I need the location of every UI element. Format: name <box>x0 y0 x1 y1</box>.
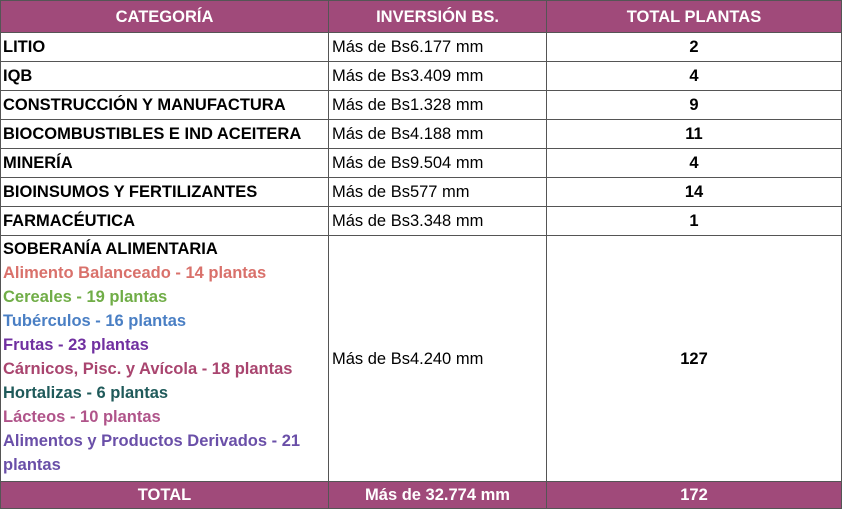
food-subitem: Alimentos y Productos Derivados - 21 plantas <box>3 432 301 474</box>
row-plants: 4 <box>547 62 842 91</box>
row-category: LITIO <box>1 33 329 62</box>
total-label: TOTAL <box>1 482 329 509</box>
row-category: CONSTRUCCIÓN Y MANUFACTURA <box>1 91 329 120</box>
row-investment: Más de Bs4.188 mm <box>329 120 547 149</box>
table-row <box>1 33 842 62</box>
row-plants: 4 <box>547 149 842 178</box>
table-row <box>1 120 842 149</box>
row-investment: Más de Bs3.348 mm <box>329 207 547 236</box>
food-sovereignty-row <box>1 236 842 482</box>
row-category: FARMACÉUTICA <box>1 207 329 236</box>
food-subitem: Lácteos - 10 plantas <box>3 408 161 426</box>
food-subitem: Alimento Balanceado - 14 plantas <box>3 264 267 282</box>
food-subitem: Hortalizas - 6 plantas <box>3 384 169 402</box>
row-plants: 9 <box>547 91 842 120</box>
row-category: BIOINSUMOS Y FERTILIZANTES <box>1 178 329 207</box>
row-investment: Más de Bs3.409 mm <box>329 62 547 91</box>
row-category: BIOCOMBUSTIBLES E IND ACEITERA <box>1 120 329 149</box>
table-row <box>1 62 842 91</box>
total-plants: 172 <box>547 482 842 509</box>
food-subitem: Cárnicos, Pisc. y Avícola - 18 plantas <box>3 360 293 378</box>
row-plants: 14 <box>547 178 842 207</box>
table-row <box>1 207 842 236</box>
food-category-title: SOBERANÍA ALIMENTARIA <box>3 240 218 258</box>
row-investment: Más de Bs1.328 mm <box>329 91 547 120</box>
total-investment: Más de 32.774 mm <box>329 482 547 509</box>
food-investment: Más de Bs4.240 mm <box>329 236 547 482</box>
food-subitem: Frutas - 23 plantas <box>3 336 149 354</box>
food-subitem: Tubérculos - 16 plantas <box>3 312 187 330</box>
header-category: CATEGORÍA <box>1 1 329 33</box>
header-investment: INVERSIÓN BS. <box>329 1 547 33</box>
total-row <box>1 482 842 509</box>
table-row <box>1 149 842 178</box>
row-category: IQB <box>1 62 329 91</box>
row-investment: Más de Bs6.177 mm <box>329 33 547 62</box>
row-category: MINERÍA <box>1 149 329 178</box>
row-plants: 2 <box>547 33 842 62</box>
header-plants: TOTAL PLANTAS <box>547 1 842 33</box>
food-plants: 127 <box>547 236 842 482</box>
header-row <box>1 1 842 33</box>
table-row <box>1 91 842 120</box>
food-category-cell <box>1 236 329 482</box>
table-row <box>1 178 842 207</box>
row-investment: Más de Bs577 mm <box>329 178 547 207</box>
row-plants: 1 <box>547 207 842 236</box>
row-investment: Más de Bs9.504 mm <box>329 149 547 178</box>
row-plants: 11 <box>547 120 842 149</box>
food-subitem: Cereales - 19 plantas <box>3 288 168 306</box>
